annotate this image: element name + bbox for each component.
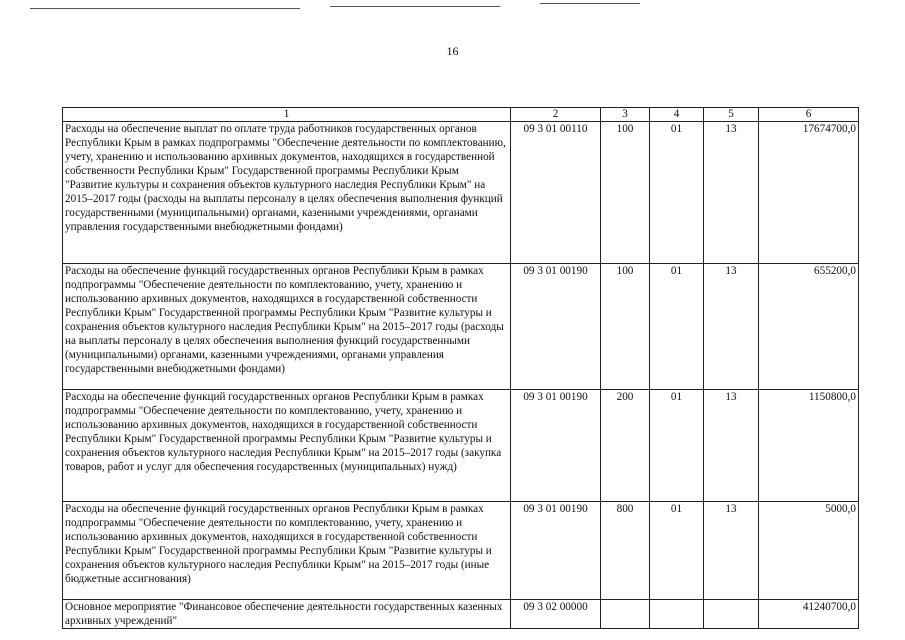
row-col-3: 100 bbox=[601, 122, 650, 264]
row-col-4 bbox=[650, 600, 704, 629]
row-amount: 5000,0 bbox=[759, 502, 859, 600]
row-code: 09 3 01 00110 bbox=[511, 122, 601, 264]
row-amount: 655200,0 bbox=[759, 264, 859, 390]
scan-edge-line-left bbox=[30, 8, 300, 9]
table-row bbox=[63, 600, 859, 629]
table-row bbox=[63, 122, 859, 264]
row-description: Расходы на обеспечение выплат по оплате труда работников государственных органов Республики Крым в рамках подпрограммы "Обеспечение деятельности по комплектованию, учету, хранению и использованию архивных документов, находящихся в государственной собственности Республики Крым" Государственной программы Республики Крым "Развитие культуры и сохранения объектов культурного наследия Республики Крым" на 2015–2017 годы (расходы на выплаты персоналу в целях обеспечения выполнения функций государственными (муниципальными) органами, казенными учреждениями, органами управления государственными внебюджетными фондами) bbox=[63, 122, 511, 264]
scan-edge-line-middle bbox=[330, 6, 500, 7]
row-description: Расходы на обеспечение функций государственных органов Республики Крым в рамках подпрограммы "Обеспечение деятельности по комплектованию, учету, хранению и использованию архивных документов, находящихся в государственной собственности Республики Крым" Государственной программы Республики Крым "Развитие культуры и сохранения объектов культурного наследия Республики Крым" на 2015–2017 годы (иные бюджетные ассигнования) bbox=[63, 502, 511, 600]
row-col-5: 13 bbox=[704, 264, 759, 390]
page-number: 16 bbox=[446, 44, 459, 58]
row-code: 09 3 01 00190 bbox=[511, 390, 601, 502]
table-header-row bbox=[63, 108, 859, 122]
header-col-1: 1 bbox=[63, 108, 511, 122]
table-row bbox=[63, 264, 859, 390]
row-col-4: 01 bbox=[650, 264, 704, 390]
row-amount: 41240700,0 bbox=[759, 600, 859, 629]
row-description: Основное мероприятие "Финансовое обеспечение деятельности государственных казенных архивных учреждений" bbox=[63, 600, 511, 629]
header-col-4: 4 bbox=[650, 108, 704, 122]
header-col-5: 5 bbox=[704, 108, 759, 122]
row-col-4: 01 bbox=[650, 502, 704, 600]
row-col-4: 01 bbox=[650, 390, 704, 502]
row-description: Расходы на обеспечение функций государственных органов Республики Крым в рамках подпрограммы "Обеспечение деятельности по комплектованию, учету, хранению и использованию архивных документов, находящихся в государственной собственности Республики Крым" Государственной программы Республики Крым "Развитие культуры и сохранения объектов культурного наследия Республики Крым" на 2015–2017 годы (расходы на выплаты персоналу в целях обеспечения выполнения функций государственными (муниципальными) органами, казенными учреждениями, органами управления государственными внебюджетными фондами) bbox=[63, 264, 511, 390]
row-code: 09 3 01 00190 bbox=[511, 502, 601, 600]
row-col-5: 13 bbox=[704, 390, 759, 502]
row-col-3: 100 bbox=[601, 264, 650, 390]
row-col-5: 13 bbox=[704, 122, 759, 264]
row-col-4: 01 bbox=[650, 122, 704, 264]
row-col-3 bbox=[601, 600, 650, 629]
header-col-6: 6 bbox=[759, 108, 859, 122]
row-code: 09 3 01 00190 bbox=[511, 264, 601, 390]
table-row bbox=[63, 390, 859, 502]
row-code: 09 3 02 00000 bbox=[511, 600, 601, 629]
header-col-2: 2 bbox=[511, 108, 601, 122]
row-amount: 1150800,0 bbox=[759, 390, 859, 502]
budget-table bbox=[62, 107, 859, 629]
row-col-5: 13 bbox=[704, 502, 759, 600]
row-amount: 17674700,0 bbox=[759, 122, 859, 264]
row-col-5 bbox=[704, 600, 759, 629]
row-col-3: 800 bbox=[601, 502, 650, 600]
table-row bbox=[63, 502, 859, 600]
header-col-3: 3 bbox=[601, 108, 650, 122]
scan-edge-line-right bbox=[540, 3, 640, 4]
row-description: Расходы на обеспечение функций государственных органов Республики Крым в рамках подпрограммы "Обеспечение деятельности по комплектованию, учету, хранению и использованию архивных документов, находящихся в государственной собственности Республики Крым" Государственной программы Республики Крым "Развитие культуры и сохранения объектов культурного наследия Республики Крым" на 2015–2017 годы (закупка товаров, работ и услуг для обеспечения государственных (муниципальных) нужд) bbox=[63, 390, 511, 502]
row-col-3: 200 bbox=[601, 390, 650, 502]
